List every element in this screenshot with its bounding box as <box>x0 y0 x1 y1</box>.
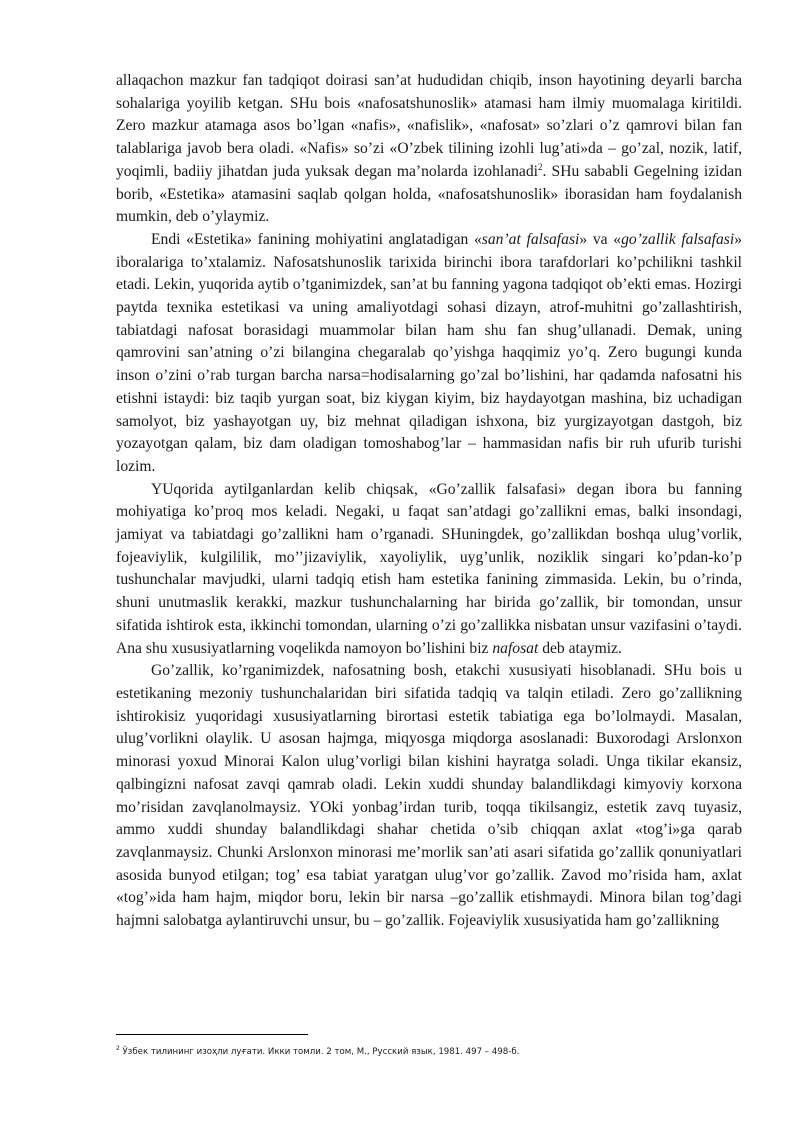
paragraph-2-emphasis-2: go’zallik falsafasi <box>621 230 735 248</box>
paragraph-4: Go’zallik, ko’rganimizdek, nafosatning bosh, etakchi xususiyati hisoblanadi. SHu bois u estetikaning mezoniy tushunchalaridan biri sifatida tadqiq va talqin etiladi. Zero go’zallikning ishtirokisiz yuqoridagi xususiyatlarning birortasi estetik tabiatiga ega bo’lolmaydi. Masalan, ulug’vorlikni olaylik. U asosan hajmga, miqyosga miqdorga asoslanadi: Buxorodagi Arslonxon minorasi yoxud Minorai Kalon ulug’vorligi bilan kishini hayratga soladi. Unga tikilar ekansiz, qalbingizni nafosat zavqi qamrab oladi. Lekin xuddi shunday balandlikdagi kimyoviy korxona mo’risidan zavqlanolmaysiz. YOki yonbag’irdan turib, toqqa tikilsangiz, estetik zavq tuyasiz, ammo xuddi shunday balandlikdagi shahar chetida o’sib chiqqan axlat «tog’i»ga qarab zavqlanmaysiz. Chunki Arslonxon minorasi me’morlik san’ati asari sifatida go’zallik qonuniyatlari asosida bunyod etilgan; tog’ esa tabiat yaratgan ulug’vor go’zallik. Zavod mo’risida ham, axlat «tog’»ida ham hajm, miqdor boru, lekin bir narsa –go’zallik etishmaydi. Minora bilan tog’dagi hajmni salobatga aylantiruvchi unsur, bu – go’zallik. Fojeaviylik xususiyatida ham go’zallikning <box>116 662 742 930</box>
document-body <box>116 70 742 933</box>
footnote-ref: 2 <box>537 161 543 172</box>
paragraph-2-text-c: » iboralariga to’xtalamiz. Nafosatshunoslik tarixida birinchi ibora tarafdorlari ko’pchilikni tashkil etadi. Lekin, yuqorida aytib o’tganimizdek, san’at bu fanning yagona tadqiqot ob’ekti emas. Hozirgi paytda texnika estetikasi va uning amaliyotdagi sohasi dizayn, atrof-muhitni go’zallashtirish, tabiatdagi nafosat borasidagi muammolar bilan ham shu fan shug’ullanadi. Demak, uning qamrovini san’atning o’zi bilangina chegaralab qo’yishga haqqimiz yo’q. Zero bugungi kunda inson o’zini o’rab turgan barcha narsa=hodisalarning go’zal bo’lishini, har qadamda nafosatni his etishni istaydi: biz taqib yurgan soat, biz kiygan kiyim, biz haydayotgan mashina, biz uchadigan samolyot, biz yashayotgan uy, biz mehnat qiladigan ishxona, biz yurgizayotgan dastgoh, biz yozayotgan qalam, biz dam oladigan tomoshabog’lar – hammasidan nafis bir ruh ufurib turishi lozim. <box>116 230 742 475</box>
footnote <box>116 1043 742 1058</box>
paragraph-1-text-a: allaqachon mazkur fan tadqiqot doirasi san’at hududidan chiqib, inson hayotining deyarli barcha sohalariga yoyilib ketgan. SHu bois «nafosatshunoslik» atamasi ham ilmiy muomalaga kiritildi. Zero mazkur atamaga asos bo’lgan «nafis», «nafislik», «nafosat» so’zlari o’z qamrovi bilan fan talablariga javob bera oladi. «Nafis» so’zi «O’zbek tilining izohli lug’ati»da – go’zal, nozik, latif, yoqimli, badiiy jihatdan juda yuksak degan ma’nolarda izohlanadi <box>116 72 742 180</box>
paragraph-2-text-b: » va « <box>579 230 622 248</box>
paragraph-3-text-a: YUqorida aytilganlardan kelib chiqsak, «Go’zallik falsafasi» degan ibora bu fanning mohiyatiga ko’proq mos keladi. Negaki, u faqat san’atdagi go’zallikni emas, balki insondagi, jamiyat va tabiatdagi go’zallikni ham o’rganadi. SHuningdek, go’zallikdan boshqa ulug’vorlik, fojeaviylik, kulgililik, mo’’jizaviylik, xayoliylik, uyg’unlik, noziklik singari ko’pdan-ko’p tushunchalar mavjudki, ularni tadqiq etish ham estetika fanining zimmasida. Lekin, bu o’rinda, shuni unutmaslik kerakki, mazkur tushunchalarning har birida go’zallik, bir tomondan, unsur sifatida ishtirok esta, ikkinchi tomondan, ularning o’zi go’zallikka nisbatan unsur vazifasini o’taydi. Ana shu xususiyatlarning voqelikda namoyon bo’lishini biz <box>116 480 742 657</box>
paragraph-2 <box>116 229 742 479</box>
footnote-number: 2 <box>116 1045 120 1052</box>
paragraph-1-text-b: . SHu sababli Gegelning izidan borib, «Estetika» atamasini saqlab qolgan holda, «nafosatshunoslik» iborasidan ham foydalanish mumkin, deb o’ylaymiz. <box>116 162 742 226</box>
paragraph-3-text-b: deb ataymiz. <box>538 639 622 657</box>
paragraph-2-emphasis-1: san’at falsafasi <box>481 230 580 248</box>
footnote-text: Ўзбек тилининг изоҳли луғати. Икки томли. 2 том, М., Русский язык, 1981. 497 – 498-б. <box>119 1046 520 1057</box>
footnote-separator <box>116 1034 308 1035</box>
paragraph-3-emphasis: nafosat <box>492 639 539 657</box>
paragraph-3 <box>116 479 742 661</box>
paragraph-2-text-a: Endi «Estetika» fanining mohiyatini anglatadigan « <box>151 230 482 248</box>
paragraph-1 <box>116 70 742 229</box>
